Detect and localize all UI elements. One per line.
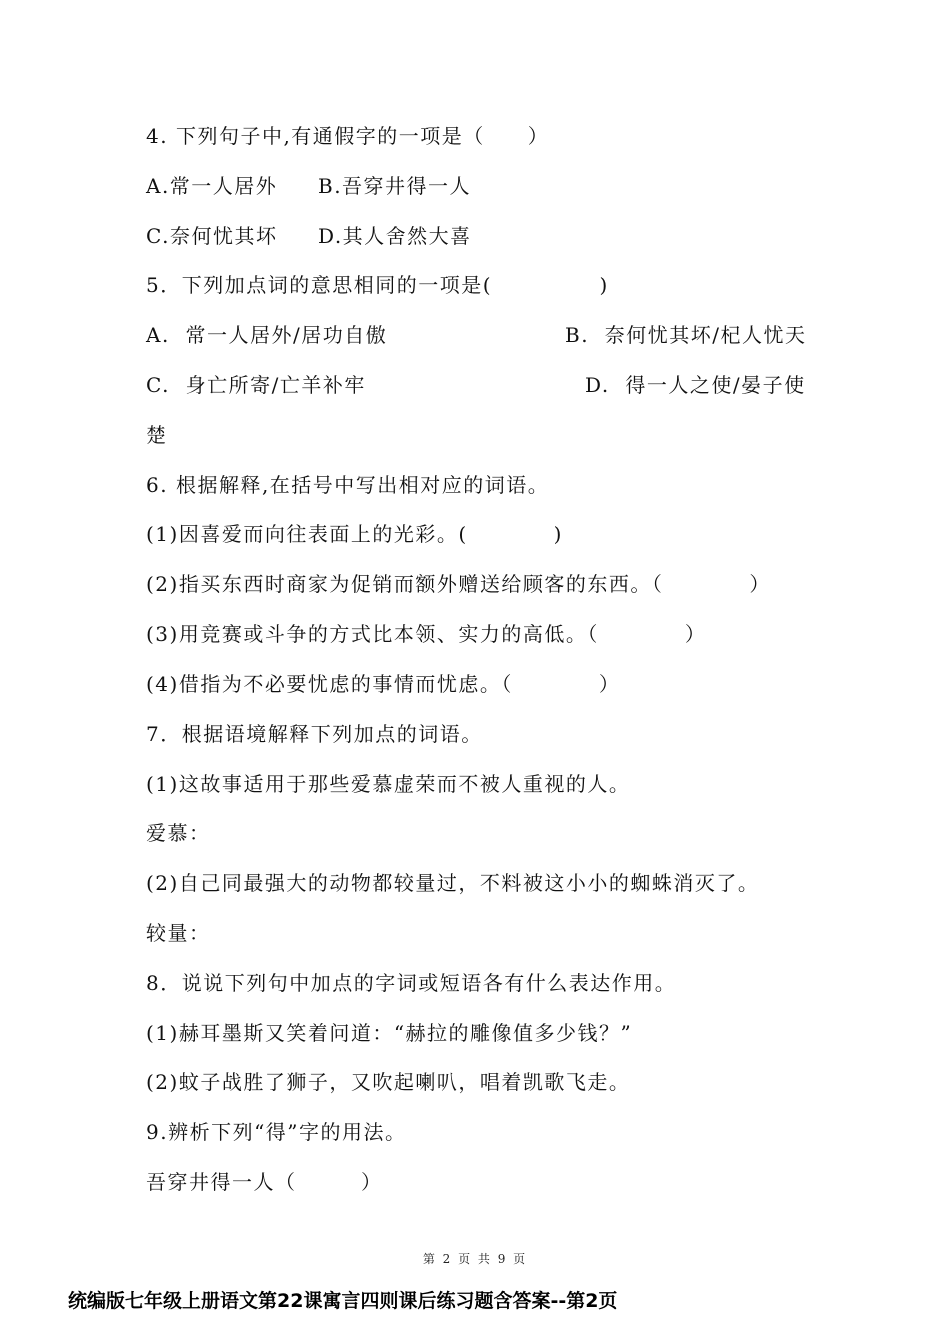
question-8-stem: 8．说说下列句中加点的字词或短语各有什么表达作用。 bbox=[146, 971, 677, 995]
question-5-option-c: C. 身亡所寄/亡羊补牢 bbox=[146, 373, 366, 397]
question-5-option-d: D. 得一人之使/晏子使 bbox=[585, 373, 806, 397]
question-8-item-2: (2)蚊子战胜了狮子，又吹起喇叭，唱着凯歌飞走。 bbox=[146, 1070, 631, 1094]
question-4-option-b: B.吾穿井得一人 bbox=[318, 174, 472, 198]
question-7-item-1: (1)这故事适用于那些爱慕虚荣而不被人重视的人。 bbox=[146, 772, 631, 796]
question-9-stem: 9.辨析下列“得”字的用法。 bbox=[146, 1120, 407, 1144]
question-9-item-1: 吾穿井得一人（ ） bbox=[146, 1170, 383, 1194]
question-4-option-d: D.其人舍然大喜 bbox=[318, 224, 472, 248]
question-7-stem: 7．根据语境解释下列加点的词语。 bbox=[146, 722, 483, 746]
question-7-answer-label-2: 较量： bbox=[146, 921, 211, 945]
question-6-item-2: (2)指买东西时商家为促销而额外赠送给顾客的东西。（ ） bbox=[146, 572, 771, 596]
question-6-item-1: (1)因喜爱而向往表面上的光彩。( ) bbox=[146, 522, 563, 546]
document-title-footer: 统编版七年级上册语文第22课寓言四则课后练习题含答案--第2页 bbox=[68, 1290, 618, 1312]
question-5-option-b: B. 奈何忧其坏/杞人忧天 bbox=[565, 323, 807, 347]
question-6-item-3: (3)用竞赛或斗争的方式比本领、实力的高低。（ ） bbox=[146, 622, 707, 646]
question-5-option-a: A. 常一人居外/居功自傲 bbox=[146, 323, 388, 347]
page-indicator: 第 2 页 共 9 页 bbox=[422, 1252, 528, 1266]
question-6-item-4: (4)借指为不必要忧虑的事情而忧虑。（ ） bbox=[146, 672, 621, 696]
question-4-option-c: C.奈何忧其坏 bbox=[146, 224, 278, 248]
question-6-stem: 6. 根据解释,在括号中写出相对应的词语。 bbox=[146, 473, 550, 497]
question-7-answer-label-1: 爱慕： bbox=[146, 821, 211, 845]
question-7-item-2: (2)自己同最强大的动物都较量过，不料被这小小的蜘蛛消灭了。 bbox=[146, 871, 760, 895]
question-5-stem: 5．下列加点词的意思相同的一项是( ) bbox=[146, 273, 609, 297]
question-8-item-1: (1)赫耳墨斯又笑着问道：“赫拉的雕像值多少钱？” bbox=[146, 1021, 633, 1045]
question-5-option-d-wrap: 楚 bbox=[146, 423, 168, 447]
question-4-stem: 4. 下列句子中,有通假字的一项是（ ） bbox=[146, 124, 550, 148]
question-4-option-a: A.常一人居外 bbox=[146, 174, 278, 198]
